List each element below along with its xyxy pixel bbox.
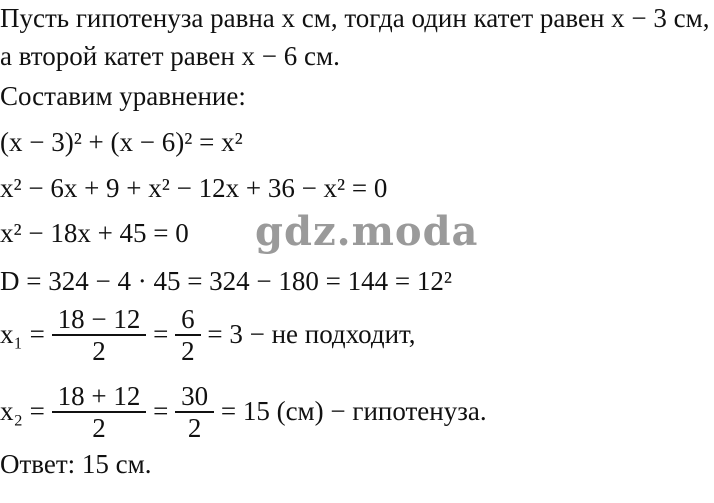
discriminant-line: D = 324 − 4 · 45 = 324 − 180 = 144 = 12² (0, 266, 452, 296)
text-line-1: Пусть гипотенуза равна x см, тогда один катет равен x − 3 см, (0, 3, 710, 33)
root-x2-fraction-simplified (175, 381, 214, 443)
root-x2-label: x₂ = (0, 396, 45, 427)
root-x1-fraction (52, 304, 147, 366)
text-line-2: а второй катет равен x − 6 см. (0, 41, 340, 71)
equation-line-3: x² − 18x + 45 = 0 (0, 218, 189, 248)
fraction-denominator: 2 (92, 413, 106, 443)
answer-line: Ответ: 15 см. (0, 449, 152, 479)
fraction-denominator: 2 (181, 336, 195, 366)
root-x2-fraction (52, 381, 147, 443)
text-line-3: Составим уравнение: (0, 81, 246, 111)
root-x1-label: x₁ = (0, 319, 45, 350)
equation-line-1: (x − 3)² + (x − 6)² = x² (0, 127, 243, 157)
root-x2-line (0, 383, 487, 445)
fraction-denominator: 2 (92, 336, 106, 366)
fraction-denominator: 2 (187, 413, 202, 443)
root-x1-line (0, 306, 416, 368)
watermark-logo: gdz.moda (255, 208, 479, 255)
equals-sign: = (153, 396, 169, 427)
fraction-numerator: 18 + 12 (52, 381, 147, 413)
root-x2-result: = 15 (см) − гипотенуза. (220, 396, 487, 427)
equals-sign: = (153, 319, 169, 350)
root-x1-result: = 3 − не подходит, (207, 319, 416, 350)
fraction-numerator: 18 − 12 (52, 304, 147, 336)
root-x1-fraction-simplified (175, 304, 201, 366)
fraction-numerator: 30 (175, 381, 214, 413)
equation-line-2: x² − 6x + 9 + x² − 12x + 36 − x² = 0 (0, 173, 388, 203)
fraction-numerator: 6 (175, 304, 201, 336)
